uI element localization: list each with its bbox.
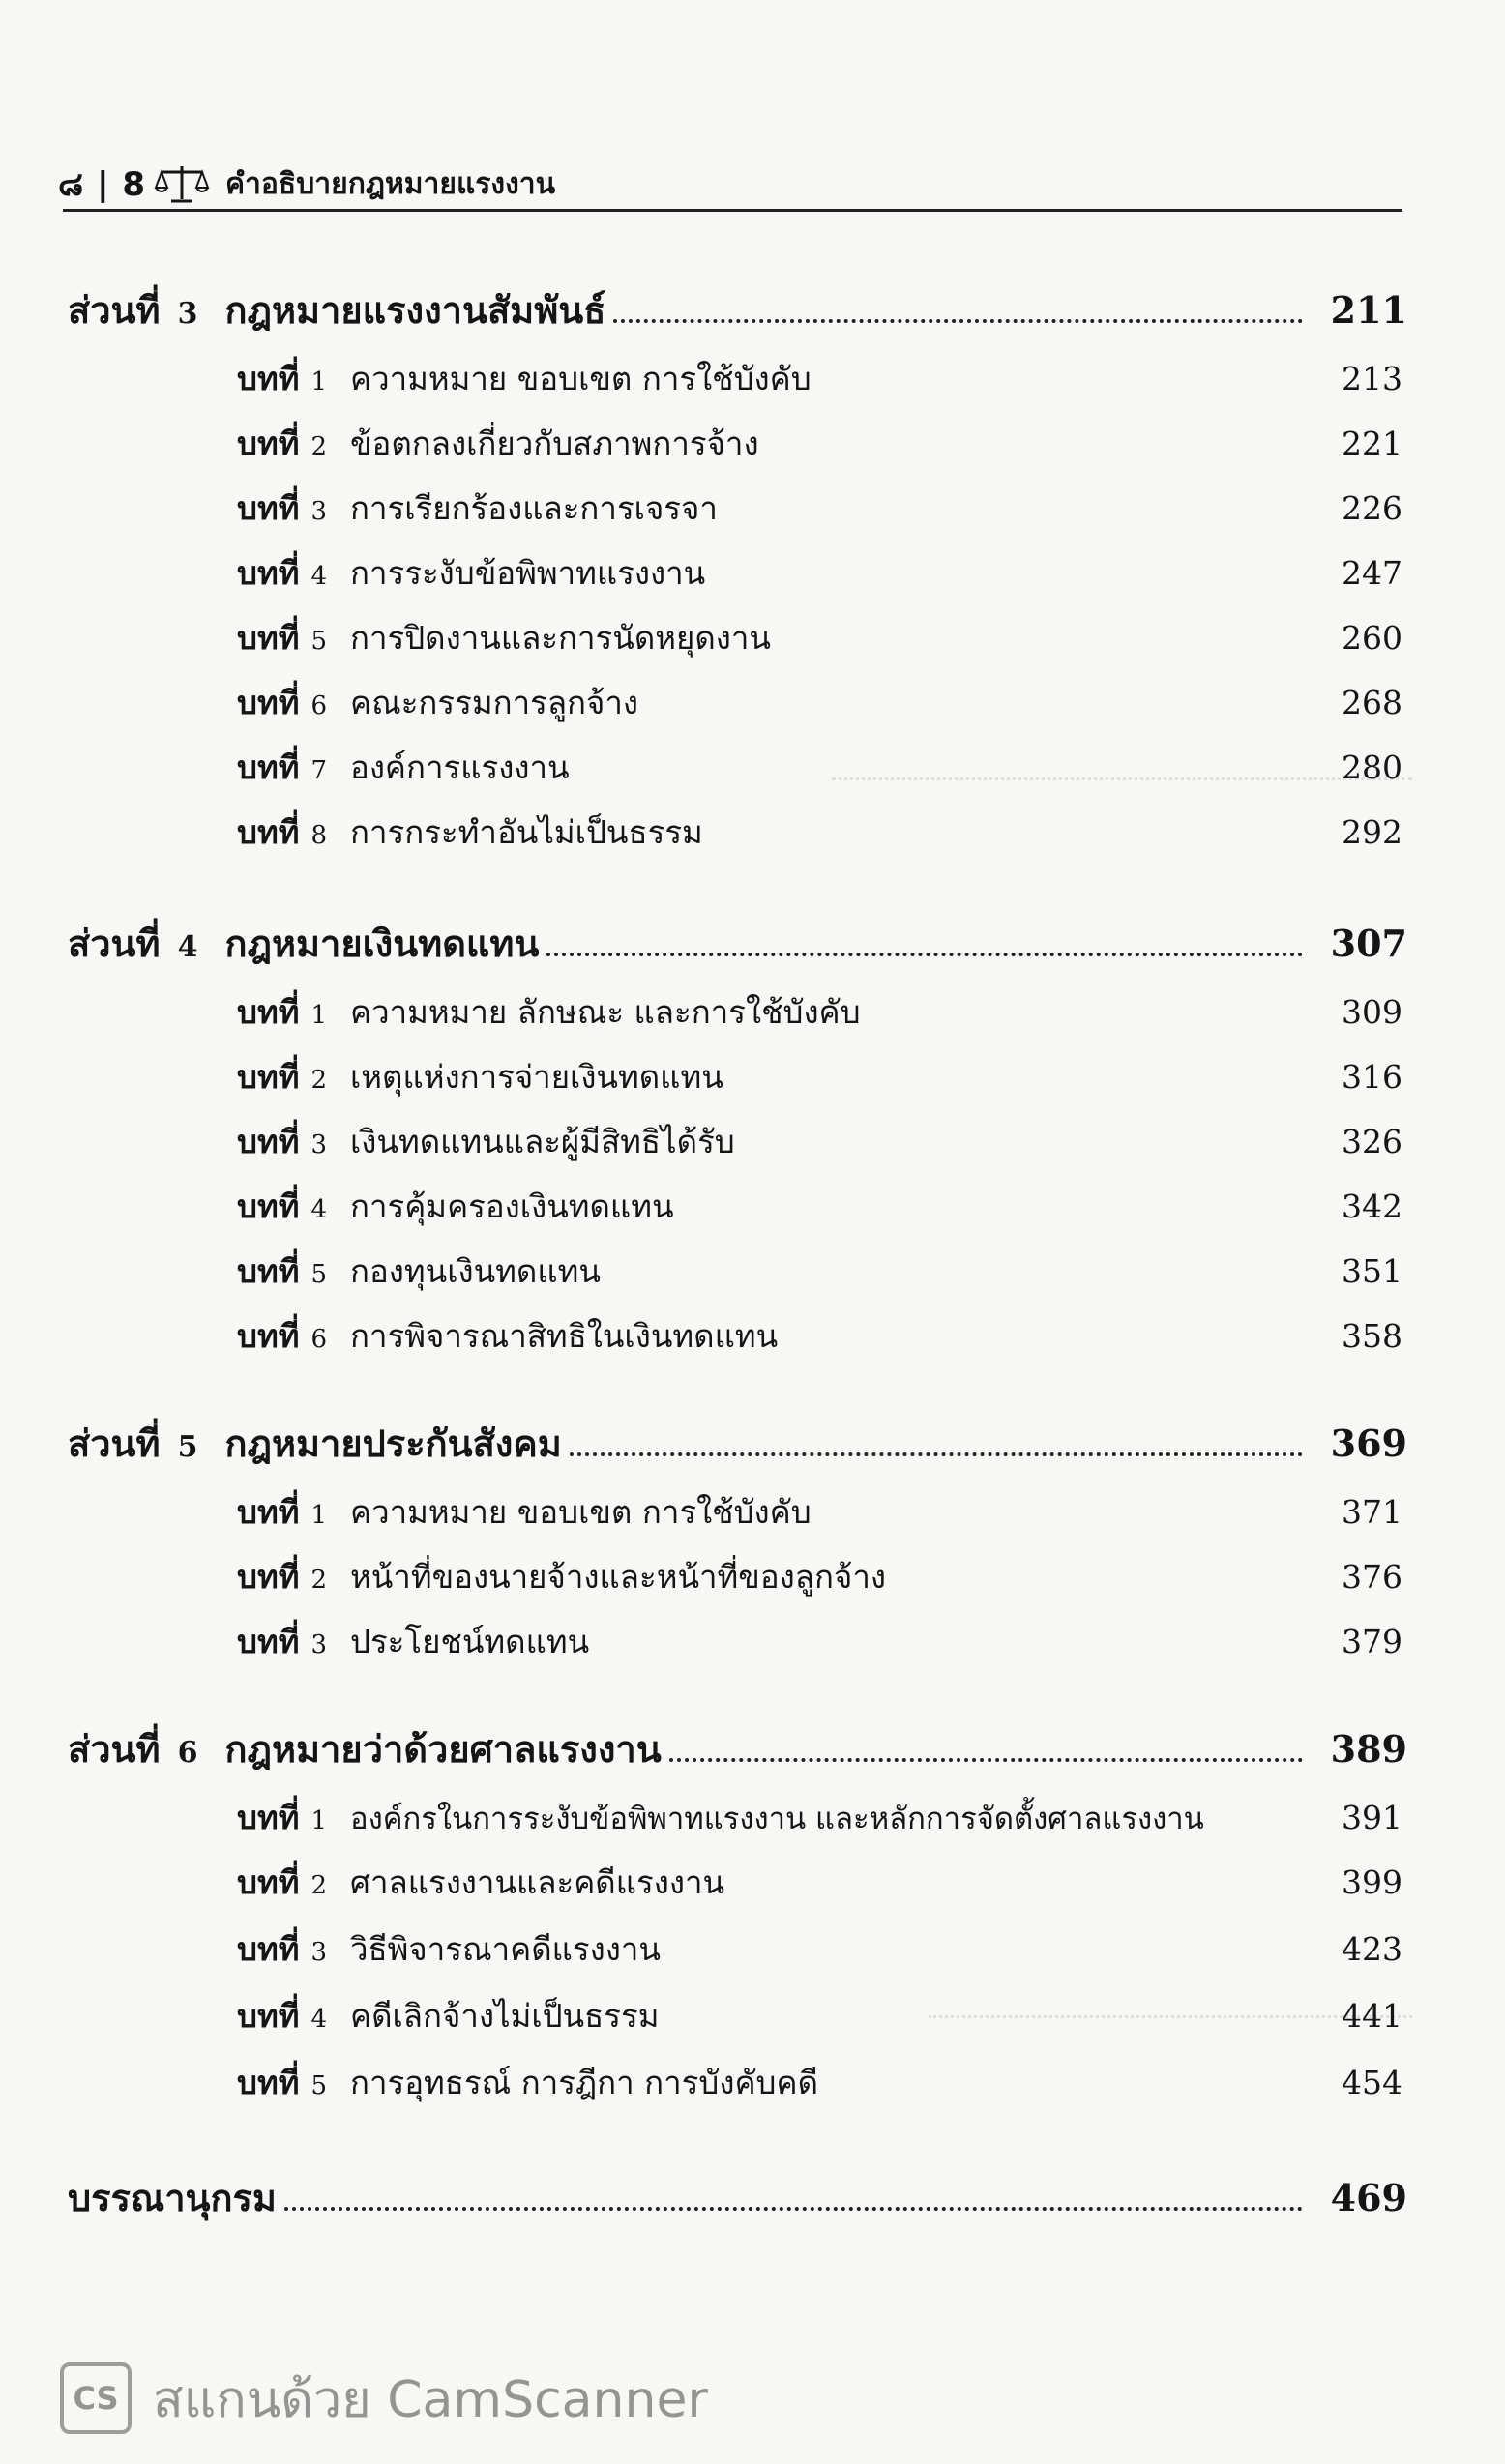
chapter-label: บทที่ <box>237 1493 300 1531</box>
chapter-page: 280 <box>1342 748 1402 786</box>
dot-leader <box>669 1758 1303 1762</box>
chapter-number: 4 <box>310 562 327 591</box>
toc-chapter[interactable] <box>237 1246 1402 1297</box>
chapter-number: 3 <box>310 1938 327 1967</box>
chapter-page: 342 <box>1342 1188 1402 1225</box>
toc-chapter[interactable] <box>237 1181 1402 1232</box>
chapter-number: 1 <box>310 1001 327 1030</box>
chapter-label: บทที่ <box>237 1188 300 1225</box>
section-label: ส่วนที่ <box>68 1422 161 1465</box>
section-number: 6 <box>177 1736 198 1770</box>
toc-chapter[interactable] <box>237 677 1402 728</box>
dot-leader <box>613 319 1303 323</box>
chapter-title: เหตุแห่งการจ่ายเงินทดแทน <box>350 1058 723 1096</box>
chapter-number: 6 <box>310 1325 327 1354</box>
chapter-title: การอุทธรณ์ การฎีกา การบังคับคดี <box>350 2064 818 2101</box>
camscanner-watermark <box>60 2360 708 2437</box>
chapter-title: องค์กรในการระงับข้อพิพาทแรงงาน และหลักการจัดตั้งศาลแรงงาน <box>350 1802 1204 1836</box>
chapter-number: 6 <box>310 691 327 720</box>
chapter-number: 3 <box>310 1130 327 1159</box>
chapter-title: ความหมาย ขอบเขต การใช้บังคับ <box>350 360 812 397</box>
chapter-title: การระงับข้อพิพาทแรงงาน <box>350 554 706 592</box>
chapter-number: 5 <box>310 1260 327 1289</box>
toc-bibliography[interactable] <box>68 2168 1407 2227</box>
toc-chapter[interactable] <box>237 986 1402 1038</box>
chapter-page: 292 <box>1342 813 1402 851</box>
chapter-label: บทที่ <box>237 1863 300 1901</box>
chapter-page: 309 <box>1342 993 1402 1031</box>
chapter-label: บทที่ <box>237 554 300 592</box>
chapter-number: 5 <box>310 627 327 656</box>
chapter-title: ประโยชน์ทดแทน <box>350 1623 590 1660</box>
toc-chapter[interactable] <box>237 1310 1402 1362</box>
chapter-title: การปิดงานและการนัดหยุดงาน <box>350 619 771 657</box>
chapter-page: 371 <box>1342 1493 1402 1531</box>
chapter-title: การเรียกร้องและการเจรจา <box>350 489 718 527</box>
toc-chapter[interactable] <box>237 807 1402 858</box>
chapter-label: บทที่ <box>237 748 300 786</box>
toc-section-3[interactable] <box>68 280 1407 339</box>
chapter-page: 326 <box>1342 1123 1402 1160</box>
toc-chapter[interactable] <box>237 1616 1402 1667</box>
running-header <box>58 155 1402 213</box>
chapter-number: 3 <box>310 1630 327 1659</box>
chapter-page: 260 <box>1342 619 1402 657</box>
chapter-number: 5 <box>310 2071 327 2100</box>
section-number: 5 <box>177 1430 198 1464</box>
chapter-title: ข้อตกลงเกี่ยวกับสภาพการจ้าง <box>350 425 759 462</box>
section-title: กฎหมายแรงงานสัมพันธ์ <box>224 288 606 332</box>
toc-chapter[interactable] <box>237 612 1402 663</box>
book-title: คำอธิบายกฎหมายแรงงาน <box>224 166 556 201</box>
chapter-label: บทที่ <box>237 1930 300 1968</box>
toc-chapter[interactable] <box>237 418 1402 469</box>
section-title: กฎหมายเงินทดแทน <box>224 922 540 965</box>
chapter-number: 2 <box>310 1566 327 1595</box>
bibliography-title: บรรณานุกรม <box>68 2176 277 2219</box>
chapter-label: บทที่ <box>237 1623 300 1660</box>
chapter-number: 2 <box>310 1871 327 1900</box>
chapter-label: บทที่ <box>237 813 300 851</box>
chapter-title: ความหมาย ลักษณะ และการใช้บังคับ <box>350 993 861 1031</box>
section-label: ส่วนที่ <box>68 1727 161 1771</box>
toc-chapter[interactable] <box>237 1551 1402 1602</box>
toc-chapter[interactable] <box>237 742 1402 793</box>
chapter-number: 1 <box>310 1501 327 1530</box>
chapter-page: 399 <box>1342 1863 1402 1901</box>
chapter-label: บทที่ <box>237 2064 300 2101</box>
toc-section-4[interactable] <box>68 914 1407 973</box>
toc-chapter[interactable] <box>237 1486 1402 1538</box>
chapter-title: วิธีพิจารณาคดีแรงงาน <box>350 1930 661 1968</box>
chapter-label: บทที่ <box>237 425 300 462</box>
chapter-page: 247 <box>1342 554 1402 592</box>
section-number: 3 <box>177 297 198 331</box>
chapter-page: 376 <box>1342 1558 1402 1596</box>
chapter-label: บทที่ <box>237 1058 300 1096</box>
section-title: กฎหมายประกันสังคม <box>224 1422 562 1465</box>
toc-chapter[interactable] <box>237 547 1402 599</box>
chapter-number: 3 <box>310 497 327 526</box>
chapter-number: 2 <box>310 432 327 461</box>
header-rule <box>63 209 1402 212</box>
chapter-title: หน้าที่ของนายจ้างและหน้าที่ของลูกจ้าง <box>350 1558 886 1596</box>
toc-chapter[interactable] <box>237 1792 1402 1843</box>
camscanner-logo-icon: CS <box>60 2362 132 2434</box>
chapter-page: 268 <box>1342 684 1402 721</box>
toc-chapter[interactable] <box>237 1051 1402 1102</box>
chapter-title: การพิจารณาสิทธิในเงินทดแทน <box>350 1317 779 1355</box>
chapter-label: บทที่ <box>237 1252 300 1290</box>
chapter-label: บทที่ <box>237 1799 300 1836</box>
chapter-title: ความหมาย ขอบเขต การใช้บังคับ <box>350 1493 812 1531</box>
section-page: 389 <box>1330 1727 1407 1771</box>
dot-leader <box>284 2207 1303 2211</box>
scales-of-justice-icon <box>154 162 210 205</box>
section-page: 369 <box>1330 1422 1407 1465</box>
chapter-title: เงินทดแทนและผู้มีสิทธิได้รับ <box>350 1123 735 1160</box>
toc-chapter[interactable] <box>237 1857 1402 1908</box>
chapter-page: 316 <box>1342 1058 1402 1096</box>
chapter-number: 1 <box>310 367 327 396</box>
chapter-label: บทที่ <box>237 1558 300 1596</box>
chapter-title: องค์การแรงงาน <box>350 748 570 786</box>
chapter-title: กองทุนเงินทดแทน <box>350 1252 601 1290</box>
chapter-number: 7 <box>310 756 327 785</box>
chapter-page: 454 <box>1342 2064 1402 2101</box>
chapter-label: บทที่ <box>237 1123 300 1160</box>
toc-chapter[interactable] <box>237 353 1402 404</box>
chapter-label: บทที่ <box>237 1997 300 2035</box>
section-label: ส่วนที่ <box>68 288 161 332</box>
chapter-number: 4 <box>310 1195 327 1224</box>
chapter-label: บทที่ <box>237 993 300 1031</box>
chapter-label: บทที่ <box>237 360 300 397</box>
toc-chapter[interactable] <box>237 1990 1402 2041</box>
section-number: 4 <box>177 930 198 964</box>
chapter-title: การคุ้มครองเงินทดแทน <box>350 1188 674 1225</box>
dot-leader <box>570 1452 1303 1456</box>
section-title: กฎหมายว่าด้วยศาลแรงงาน <box>224 1727 662 1771</box>
chapter-page: 423 <box>1342 1930 1402 1968</box>
chapter-page: 226 <box>1342 489 1402 527</box>
chapter-number: 2 <box>310 1066 327 1095</box>
bibliography-page: 469 <box>1330 2176 1407 2219</box>
chapter-page: 213 <box>1342 360 1402 397</box>
chapter-number: 1 <box>310 1806 327 1835</box>
chapter-page: 221 <box>1342 425 1402 462</box>
section-page: 307 <box>1330 922 1407 965</box>
toc-chapter[interactable] <box>237 1923 1402 1975</box>
toc-chapter[interactable] <box>237 2057 1402 2108</box>
chapter-page: 351 <box>1342 1252 1402 1290</box>
chapter-page: 391 <box>1342 1799 1402 1836</box>
chapter-page: 441 <box>1342 1997 1402 2035</box>
section-label: ส่วนที่ <box>68 922 161 965</box>
chapter-label: บทที่ <box>237 619 300 657</box>
watermark-text: สแกนด้วย CamScanner <box>153 2370 708 2429</box>
chapter-label: บทที่ <box>237 1317 300 1355</box>
dot-leader <box>546 953 1303 956</box>
chapter-title: ศาลแรงงานและคดีแรงงาน <box>350 1863 725 1901</box>
toc-chapter[interactable] <box>237 483 1402 534</box>
chapter-number: 4 <box>310 2005 327 2034</box>
chapter-page: 379 <box>1342 1623 1402 1660</box>
chapter-label: บทที่ <box>237 684 300 721</box>
section-page: 211 <box>1330 288 1407 332</box>
chapter-title: คดีเลิกจ้างไม่เป็นธรรม <box>350 1997 660 2035</box>
chapter-page: 358 <box>1342 1317 1402 1355</box>
toc-section-6[interactable] <box>68 1719 1407 1778</box>
chapter-title: คณะกรรมการลูกจ้าง <box>350 684 639 721</box>
toc-section-5[interactable] <box>68 1414 1407 1473</box>
toc-chapter[interactable] <box>237 1116 1402 1167</box>
chapter-number: 8 <box>310 821 327 850</box>
chapter-title: การกระทำอันไม่เป็นธรรม <box>350 813 703 851</box>
chapter-label: บทที่ <box>237 489 300 527</box>
page-number: ๘ | 8 <box>58 165 146 204</box>
